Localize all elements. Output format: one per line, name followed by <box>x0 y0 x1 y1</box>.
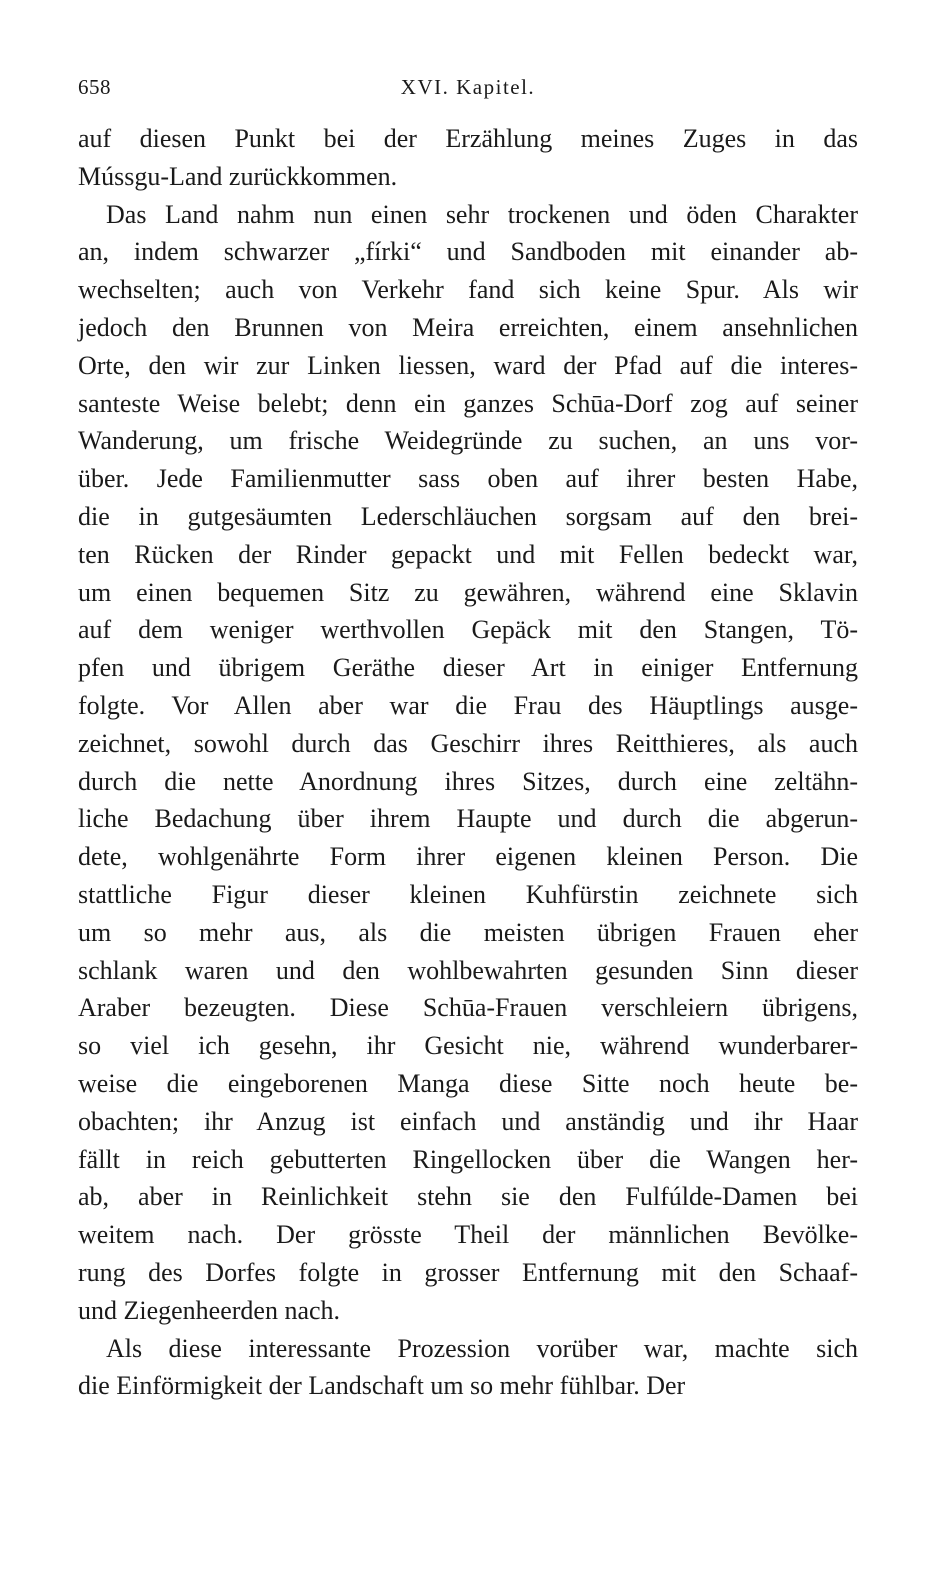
text-line: obachten; ihr Anzug ist einfach und anständig und ihr Haar <box>78 1106 858 1136</box>
text-line: und Ziegenheerden nach. <box>78 1295 341 1325</box>
body-text <box>78 120 858 1405</box>
text-line: über. Jede Familienmutter sass oben auf ihrer besten Habe, <box>78 464 858 494</box>
text-line: durch die nette Anordnung ihres Sitzes, durch eine zeltähn- <box>78 766 858 796</box>
text-line: ten Rücken der Rinder gepackt und mit Fellen bedeckt war, <box>78 539 858 569</box>
text-line: Wanderung, um frische Weidegründe zu suchen, an uns vor- <box>78 426 858 456</box>
paragraph <box>78 1330 858 1406</box>
text-line: dete, wohlgenährte Form ihrer eigenen kleinen Person. Die <box>78 842 858 872</box>
text-line: fällt in reich gebutterten Ringellocken über die Wangen her- <box>78 1144 858 1174</box>
running-head <box>78 70 858 104</box>
text-line: pfen und übrigem Geräthe dieser Art in einiger Entfernung <box>78 653 858 683</box>
text-line: auf dem weniger werthvollen Gepäck mit den Stangen, Tö- <box>78 615 858 645</box>
text-line: so viel ich gesehn, ihr Gesicht nie, während wunderbarer- <box>78 1031 858 1061</box>
page-number: 658 <box>78 75 111 99</box>
text-line: die Einförmigkeit der Landschaft um so mehr fühlbar. Der <box>78 1371 686 1401</box>
text-line: Orte, den wir zur Linken liessen, ward der Pfad auf die interes- <box>78 350 858 380</box>
text-line: santeste Weise belebt; denn ein ganzes Schūa-Dorf zog auf seiner <box>78 388 858 418</box>
text-line: Das Land nahm nun einen sehr trockenen und öden Charakter <box>106 199 858 229</box>
text-line: um so mehr aus, als die meisten übrigen Frauen eher <box>78 917 858 947</box>
text-line: zeichnet, sowohl durch das Geschirr ihres Reitthieres, als auch <box>78 728 858 758</box>
text-line: die in gutgesäumten Lederschläuchen sorgsam auf den brei- <box>78 501 858 531</box>
text-line: um einen bequemen Sitz zu gewähren, während eine Sklavin <box>78 577 858 607</box>
text-line: rung des Dorfes folgte in grosser Entfernung mit den Schaaf- <box>78 1257 858 1287</box>
text-line: Als diese interessante Prozession vorüber war, machte sich <box>106 1333 858 1363</box>
text-line: wechselten; auch von Verkehr fand sich keine Spur. Als wir <box>78 275 858 305</box>
text-line: schlank waren und den wohlbewahrten gesunden Sinn dieser <box>78 955 858 985</box>
text-line: jedoch den Brunnen von Meira erreichten, einem ansehnlichen <box>78 312 858 342</box>
text-line: ab, aber in Reinlichkeit stehn sie den Fulfúlde-Damen bei <box>78 1182 858 1212</box>
text-line: Araber bezeugten. Diese Schūa-Frauen verschleiern übrigens, <box>78 993 858 1023</box>
text-line: weitem nach. Der grösste Theil der männlichen Bevölke- <box>78 1220 858 1250</box>
text-line: Mússgu-Land zurückkommen. <box>78 161 398 191</box>
text-line: auf diesen Punkt bei der Erzählung meines Zuges in das <box>78 124 858 153</box>
text-line: an, indem schwarzer „fírki“ und Sandboden mit einander ab- <box>78 237 858 267</box>
chapter-heading: XVI. Kapitel. <box>400 75 536 99</box>
paragraph <box>78 196 858 1330</box>
paragraph <box>78 120 858 196</box>
text-line: weise die eingeborenen Manga diese Sitte noch heute be- <box>78 1068 858 1098</box>
text-line: folgte. Vor Allen aber war die Frau des Häuptlings ausge- <box>78 690 858 720</box>
text-line: stattliche Figur dieser kleinen Kuhfürstin zeichnete sich <box>78 879 858 909</box>
text-line: liche Bedachung über ihrem Haupte und durch die abgerun- <box>78 804 858 834</box>
